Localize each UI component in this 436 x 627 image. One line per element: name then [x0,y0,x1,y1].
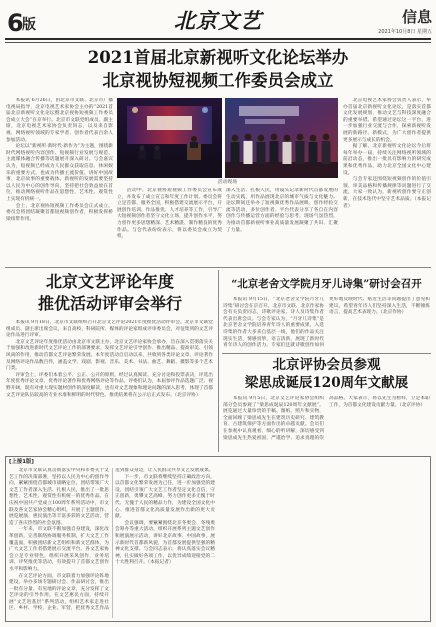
person-body [309,142,318,164]
group-floor [225,162,338,178]
person-head [271,134,278,141]
article4-body: 本报讯 9月5日，北京文艺评论家协会组织部分会员参观了“梁思成诞辰120周年文献展”。展览通过大量珍贵的手稿、图纸、照片和实物，全面回顾了梁思成先生在建筑历史研究、建筑教育、古建筑保护等方面作出的卓越贡献。会员们在参观中认真观看、细心聆听讲解，深切感受到梁思成先生热爱祖国、严谨治学、追求真理的崇高品格。大家表示，将以先生为榜样，立足本职工作，为首都文化建设贡献力量。（北京评协） [223,396,430,441]
masthead-rule-thin [5,42,431,43]
person-body [283,142,292,164]
lead-column-a: 本报讯 6月26日，由北京市文联、北京市广播电视局指导，北京电视艺术家协会主办的“2021首届北京新视听文化论坛暨北京视协短视频工作委员会成立大会”在京举行。北京市文联党组成员、副主席，北京电视艺术家协会负责同志，以及来自影视、网络视听领域的专家学者、创作者代表百余人参加活动。 论坛以“新视听·新时代·新作为”为主题，围绕新时代网络视听内容创作、短视频行业发展与规范、主流媒体融合传播等话题展开深入研讨。与会嘉宾认为，短视频已经成为人民群众获取信息、休闲娱乐的重要方式，也成为传播主流价值、讲好中国故事、北京故事的重要载体。新视听的发展需要坚持以人民为中心的创作导向，坚持把社会效益放在首位，推动网络视听作品在思想性、艺术性、观赏性上实现有机统一。 会上，北京视协短视频工作委员会正式成立。委员会将团结凝聚首都短视频创作者，积极发挥桥梁纽带作用。 [6,98,113,222]
page-number-suffix: 版 [22,17,36,33]
stage-photo-graphic [117,98,222,178]
person-head [232,135,239,142]
lead-column-d: 北京电视艺术家协会负责人表示，举办首届北京新视听文化论坛，是落实首都文化发展规划、推动文艺与科技深度融合的重要举措。希望通过论坛这一平台，进一步加强行业交流与合作，探索新视听发展的新路径、新模式，为广大创作者提供更多展示与成长的机会。 据了解，北京新视听文化论坛今后将每年举办一届，持续关注网络视听领域的前沿动态，推出一批具有影响力的研究成果和优秀作品，助力北京全国文化中心建设。 与会专家还围绕短视频创作的价值引领、审美品格和传播规律等问题进行了交流，大家一致认为，新视听创作要守正创新，在技术迭代中坚守艺术品质。（本报记者） [343,98,431,209]
continued-tag: [上接1版] [9,459,34,465]
screen-lettering-block [147,116,192,130]
continued-story-body: 北京市文联认真贯彻落实中央和市委关于文艺工作的决策部署，坚持以人民为中心的创作导向，紧紧围绕首都城市战略定位，团结带领广大文艺工作者深入生活、扎根人民，推出了一批思想性、艺术性、观赏性有机统一的优秀作品。在庆祝中国共产党成立100周年系列活动中，市文联及各文艺家协会精心组织，开展了主题创作、展览展演、惠民演出等丰富多彩的文艺活动，营造了喜庆热烈的社会氛围。 一年来，市文联不断加强自身建设，深化改革创新，完善联络协调服务机制，扩大文艺工作覆盖面，积极团结新文艺组织和新文艺群体，为广大文艺工作者搭建展示交流平台。各文艺家协会立足专业特色，组织开展采风创作、业务培训、评奖推优等活动，有效提升了首都文艺创作水平和影响力。 在文艺评论方面，市文联着力加强评论阵地建设，举办多场专题研讨会、作品研讨会，推出一批有分量、有见地的评论文章，充分发挥了文艺评论的引导作用。在文艺惠民方面，持续开展“文艺进基层”系列活动，组织艺术家走进社区、乡村、学校、企业、军营，把优秀文艺作品送到群众身边，让人民群众共享文艺发展成果。 下一步，市文联将继续坚持正确政治方向，以首都文化繁荣发展为己任，进一步加强党的建设，团结引领广大文艺工作者坚定文化自信，守正创新，勇攀文艺高峰，努力创作更多无愧于时代、无愧于人民的精品力作，为建设全国文化中心、推进首都文化高质量发展作出新的更大贡献。 会议强调，要紧紧围绕北京冬奥会、冬残奥会筹办等重大活动，组织开展系列主题文艺创作和展演展示活动，讲好北京故事、中国故事，展示新时代首都新风貌，为首都发展提供坚强的精神文化支撑。与会同志表示，将认真落实会议精神，扎实做好各项工作，以优异成绩迎接党的二十大胜利召开。（本报记者） [9,468,215,612]
lead-photo-group [225,98,338,178]
person-body [257,142,266,164]
photo-caption: 活动现场 [217,180,238,185]
issue-date: 2021年10月8日 星期五 [378,29,432,35]
person-head [245,134,252,141]
speaker-head [191,136,197,142]
article4-title-line1: 北京评协会员参观 [272,357,381,373]
section-title: 信息 [401,8,432,26]
person-body [322,141,331,164]
lead-column-c: 深入生活、扎根人民，用镜头记录新时代首都发展的生动实践，用作品展现北京的城市气质与文化魅力。论坛期间还举办了短视频优秀作品展映、创作经验交流等活动，多位创作者、平台代表分享了各自在内容创作与传播运营方面的经验与思考，现场气氛热烈，为推动首都新视听事业高质量发展凝聚了共识、汇聚了力量。 [226,188,338,233]
person-head [323,134,330,141]
article2-body: 本报讯 9月18日，北京市文联组织召开北京文艺评论2021年度推优活动评审会。北京市文联党组成员、副主席出席会议，来自高校、科研院所、媒体的评论家组成评审委员会，对征集到的文艺评论作品进行评审。 北京文艺评论年度推优活动由北京市文联主办，北京文艺评论家协会承办，旨在深入贯彻落实关于加强和改进新时代文艺评论工作的部署要求，发挥文艺评论引导创作、推出精品、提高审美、引领风尚的作用，推动首都文艺评论繁荣发展。本年度活动自启动以来，共收到各类评论文章、评论著作及网络评论作品数百件，涵盖文学、戏剧、影视、音乐、美术、书法、曲艺、舞蹈、摄影等多个艺术门类。 评审会上，评委们本着公平、公正、公开的原则，经过认真阅读、充分讨论和投票表决，评选出年度优秀评论文章、优秀评论著作和优秀网络评论等作品。评委们认为，本届参评作品选题广泛、视野开阔，既有对重大现实题材创作的深度解读，也有对文艺现象和理论问题的深入思考，体现了首都文艺评论队伍较高的专业水准和鲜明的时代特色。推优结果将在公示后正式发布。（北京评协） [6,320,213,398]
section-divider [5,267,431,268]
masthead-rule [5,38,431,40]
lead-photo-stage [117,98,222,178]
article-divider [222,353,431,354]
stage-light [202,107,208,113]
article4-title-line2: 梁思成诞辰120周年文献展 [244,375,409,391]
article2-title-line2: 推优活动评审会举行 [37,294,182,313]
speaker-body [190,142,198,148]
person-head [297,134,304,141]
lead-headline-2: 北京视协短视频工作委员会成立 [102,71,334,90]
person-head [258,135,265,142]
lead-column-b: 活动中，北京视协短视频工作委员会宣布成立，并发布了成立宣言和年度工作计划。委员会将立足首都、服务全国，积极搭建交流展示平台，开展创作培训、作品推优、人才培养等工作，引导广大短视频创作者坚守文化立场，提升创作水平，努力创作更多思想精深、艺术精湛、制作精良的优秀作品。与会代表纷纷表示，将以委员会成立为契机， [117,188,222,240]
column-divider [218,270,219,452]
article3-body: 本报讯 9月15日，“北京老舍文学院月牙儿诗集”研讨会在京召开。北京市文联、北京作家协会有关负责同志，诗歌评论家、诗人及诗集作者代表出席会议。与会专家认为，“月牙儿诗集”是北京老舍文学院培养青年诗人的重要成果，入选诗集的作者大多来自基层一线，他们的作品关注现实生活，情感真挚，语言清新，展现了新时代青年诗人的创作活力。专家们还就诗歌创作如何更好地反映时代、贴近生活等问题提出了意见和建议，希望青年诗人们坚持深入生活，不断锤炼语言，提高艺术表现力。（北京作协） [223,297,430,349]
group-photo-graphic [225,98,338,178]
person-body [244,141,253,164]
person-body [231,142,240,164]
person-body [270,141,279,164]
backdrop-lettering-block [239,106,299,116]
guest-body [139,151,146,160]
lead-headline-1: 2021首届北京新视听文化论坛举办 [87,48,349,67]
stage-light [132,107,138,113]
person-head [284,135,291,142]
newspaper-logo: 北京文艺 [174,8,262,33]
page-number: 6 [7,9,24,37]
backdrop-lettering-block [245,119,285,124]
guest-head [154,145,159,150]
guest-head [139,145,144,150]
stage-floor [117,156,222,178]
article3-title: “北京老舍文学院月牙儿诗集”研讨会召开 [231,278,422,290]
guest-body [154,151,161,160]
person-head [310,135,317,142]
person-body [296,141,305,164]
article2-title-line1: 北京文艺评论年度 [45,272,174,291]
